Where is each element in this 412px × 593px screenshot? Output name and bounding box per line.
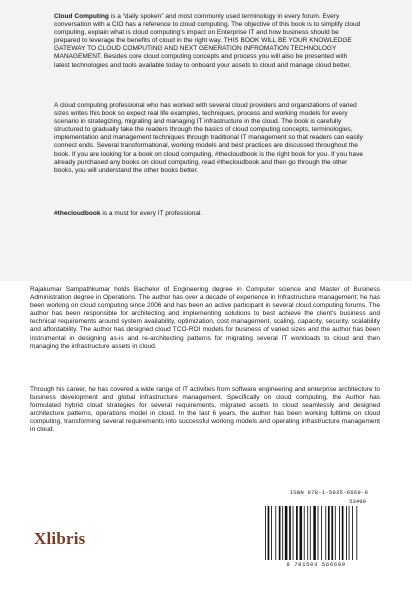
publisher-logo: Xlibris xyxy=(34,529,86,548)
price-code: 53499 xyxy=(349,498,366,505)
barcode-bar xyxy=(285,506,288,560)
barcode-bar xyxy=(325,506,326,560)
barcode-bar xyxy=(296,506,298,560)
barcode-bar xyxy=(265,506,266,560)
barcode-bar xyxy=(304,506,305,560)
barcode-bar xyxy=(335,506,336,560)
barcode-number: 9 781503 566699 xyxy=(286,561,346,568)
barcode-bar xyxy=(275,506,276,560)
author-bio-paragraph-2: Through his career, he has covered a wide range of IT activities from software engineering and enterprise architecture to business development and global infrastructure management. Specifically on cloud computing, the Author has formulated hybrid cloud strategies for several requirements, migrated assets to cloud seamlessly and designed architecture patterns, operations model in cloud. In the last 6 years, the author has been working fulltime on cloud computing, transforming several requirements into successful working models and operating infrastructure management in cloud. xyxy=(30,386,380,434)
tagline-text: is a must for every IT professional. xyxy=(100,210,203,217)
barcode-bar xyxy=(328,506,330,560)
isbn-barcode-block xyxy=(262,489,370,577)
barcode-bar xyxy=(289,506,291,560)
barcode-bar xyxy=(293,506,294,560)
barcode-bar xyxy=(271,506,272,560)
tagline-hashtag: #thecloudbook xyxy=(54,210,101,217)
barcode-bar xyxy=(352,506,353,560)
barcode-bar xyxy=(268,506,270,560)
barcode-bar xyxy=(346,506,347,560)
barcode-bar xyxy=(321,506,322,560)
blurb-paragraph-1 xyxy=(54,13,364,70)
barcode-bar xyxy=(331,506,333,560)
author-bio-paragraph-1: Rajakumar Sampathkumar holds Bachelor of Engineering degree in Computer science and Master of Business Administration degree in Operations. The author has over a decade of experience in Infrastructure management; he has been working on cloud computing since 2006 and has been an active participant in several cloud computing forums. The author has been responsible for architecting and implementing solutions to best achieve the client’s business and technical requirements around system availability, optimization, cost management, scaling, capacity, security, scalability and affordability. The author has designed cloud TCO-ROI models for business of varied sizes and the author has been instrumental in designing as-is and re-architecting patterns for migrating several IT workloads to cloud and then managing the infrastructure assets in cloud. xyxy=(30,286,380,350)
barcode-bar xyxy=(313,506,316,560)
barcode-bar xyxy=(279,506,281,560)
blurb-paragraph-2: A cloud computing professional who has worked with several cloud providers and organizations of varied sizes writes this book so expect real life examples, techniques, process and working models for every scenario in strategizing, migrating and managing IT infrastructure in the cloud. The book is carefully structured to gradually take the readers through the basics of cloud computing concepts, terminologies, implementation and management techniques through traditional IT management so that readers can easily connect ends. Several transformational, working models and best practices are discussed throughout the book. If you are looking for a book on cloud computing, #thecloudbook is the right book for you. If you have already purchased any books on cloud computing, read #thecloudbook and then go through the other books, you will understand the other books better. xyxy=(54,102,363,174)
blurb-tagline xyxy=(54,210,364,218)
barcode-bar xyxy=(342,506,344,560)
barcode-bar xyxy=(307,506,308,560)
barcode-bar xyxy=(282,506,283,560)
barcode-bar xyxy=(310,506,311,560)
barcode-bar xyxy=(356,506,357,560)
barcode-bar xyxy=(339,506,340,560)
barcode-bar xyxy=(300,506,303,560)
blurb-lead-term: Cloud Computing xyxy=(54,13,109,20)
blurb-paragraph-1-text: is a “daily spoken” and most commonly used terminology in every forum. Every conversation with a CIO has a reference to cloud computing. The objective of this book is to simplify cloud computing, explain what is cloud computing’s impact on Enterprise IT and how business should be prepared to leverage the benefits of cloud in the right way. THIS BOOK WILL BE YOUR KNOWLEDGE GATEWAY TO CLOUD COMPUTING AND NEXT GENERATION INFROMATION TECHNOLOGY MANAGEMENT. Besides core cloud computing concepts and process you will also be presented with latest technologies and tools available today to onboard your assets to cloud and manage cloud better. xyxy=(54,13,361,69)
barcode-bar xyxy=(318,506,319,560)
barcode-bar xyxy=(349,506,350,560)
barcode-bars xyxy=(265,506,367,560)
isbn-text: ISBN 978-1-5035-6669-9 xyxy=(289,489,368,496)
